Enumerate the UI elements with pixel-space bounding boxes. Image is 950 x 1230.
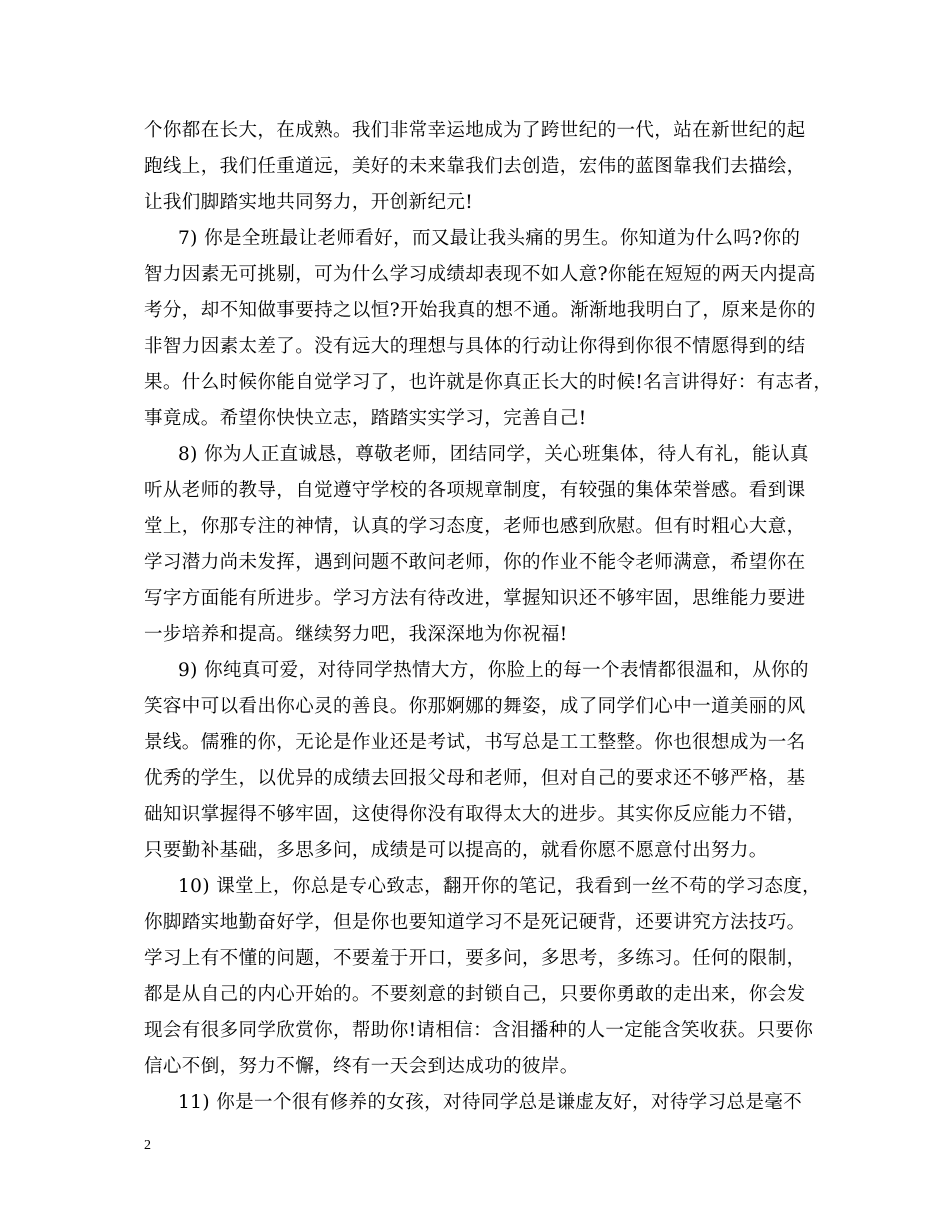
text-line: 听从老师的教导，自觉遵守学校的各项规章制度，有较强的集体荣誉感。看到课	[144, 480, 806, 501]
text-line: 一步培养和提高。继续努力吧，我深深地为你祝福!	[144, 624, 568, 645]
text-line: 考分，却不知做事要持之以恒?开始我真的想不通。渐渐地我明白了，原来是你的	[144, 300, 816, 321]
text-line: 果。什么时候你能自觉学习了，也许就是你真正长大的时候!名言讲得好：有志者，	[144, 372, 833, 393]
text-line: 优秀的学生，以优异的成绩去回报父母和老师，但对自己的要求还不够严格，基	[144, 768, 806, 789]
text-line: 7) 你是全班最让老师看好，而又最让我头痛的男生。你知道为什么吗?你的	[178, 228, 801, 249]
text-line: 学习潜力尚未发挥，遇到问题不敢问老师，你的作业不能令老师满意，希望你在	[144, 552, 806, 573]
text-line: 景线。儒雅的你，无论是作业还是考试，书写总是工工整整。你也很想成为一名	[144, 732, 806, 753]
text-line: 堂上，你那专注的神情，认真的学习态度，老师也感到欣慰。但有时粗心大意，	[144, 516, 806, 537]
text-line: 9) 你纯真可爱，对待同学热情大方，你脸上的每一个表情都很温和，从你的	[178, 660, 809, 681]
text-line: 础知识掌握得不够牢固，这使得你没有取得太大的进步。其实你反应能力不错，	[144, 804, 806, 825]
text-line: 让我们脚踏实地共同努力，开创新纪元!	[144, 192, 474, 213]
text-line: 非智力因素太差了。没有远大的理想与具体的行动让你得到你很不情愿得到的结	[144, 336, 806, 357]
text-line: 学习上有不懂的问题，不要羞于开口，要多问，多思考，多练习。任何的限制，	[144, 948, 806, 969]
text-line: 信心不倒，努力不懈，终有一天会到达成功的彼岸。	[144, 1056, 579, 1077]
text-line: 11) 你是一个很有修养的女孩，对待同学总是谦虚友好，对待学习总是毫不	[178, 1092, 803, 1113]
text-line: 智力因素无可挑剔，可为什么学习成绩却表现不如人意?你能在短短的两天内提高	[144, 264, 816, 285]
text-line: 写字方面能有所进步。学习方法有待改进，掌握知识还不够牢固，思维能力要进	[144, 588, 806, 609]
page-number: 2	[144, 1138, 151, 1153]
text-line: 8) 你为人正直诚恳，尊敬老师，团结同学，关心班集体，待人有礼，能认真	[178, 444, 809, 465]
text-line: 只要勤补基础，多思多问，成绩是可以提高的，就看你愿不愿意付出努力。	[144, 840, 768, 861]
text-line: 事竟成。希望你快快立志，踏踏实实学习，完善自己!	[144, 408, 587, 429]
text-line: 你脚踏实地勤奋好学，但是你也要知道学习不是死记硬背，还要讲究方法技巧。	[144, 912, 806, 933]
text-line: 个你都在长大，在成熟。我们非常幸运地成为了跨世纪的一代，站在新世纪的起	[144, 120, 806, 141]
text-line: 跑线上，我们任重道远，美好的未来靠我们去创造，宏伟的蓝图靠我们去描绘，	[144, 156, 806, 177]
text-line: 现会有很多同学欣赏你，帮助你!请相信：含泪播种的人一定能含笑收获。只要你	[144, 1020, 814, 1041]
text-line: 10) 课堂上，你总是专心致志，翻开你的笔记，我看到一丝不苟的学习态度，	[178, 876, 822, 897]
text-line: 都是从自己的内心开始的。不要刻意的封锁自己，只要你勇敢的走出来，你会发	[144, 984, 806, 1005]
text-line: 笑容中可以看出你心灵的善良。你那婀娜的舞姿，成了同学们心中一道美丽的风	[144, 696, 806, 717]
